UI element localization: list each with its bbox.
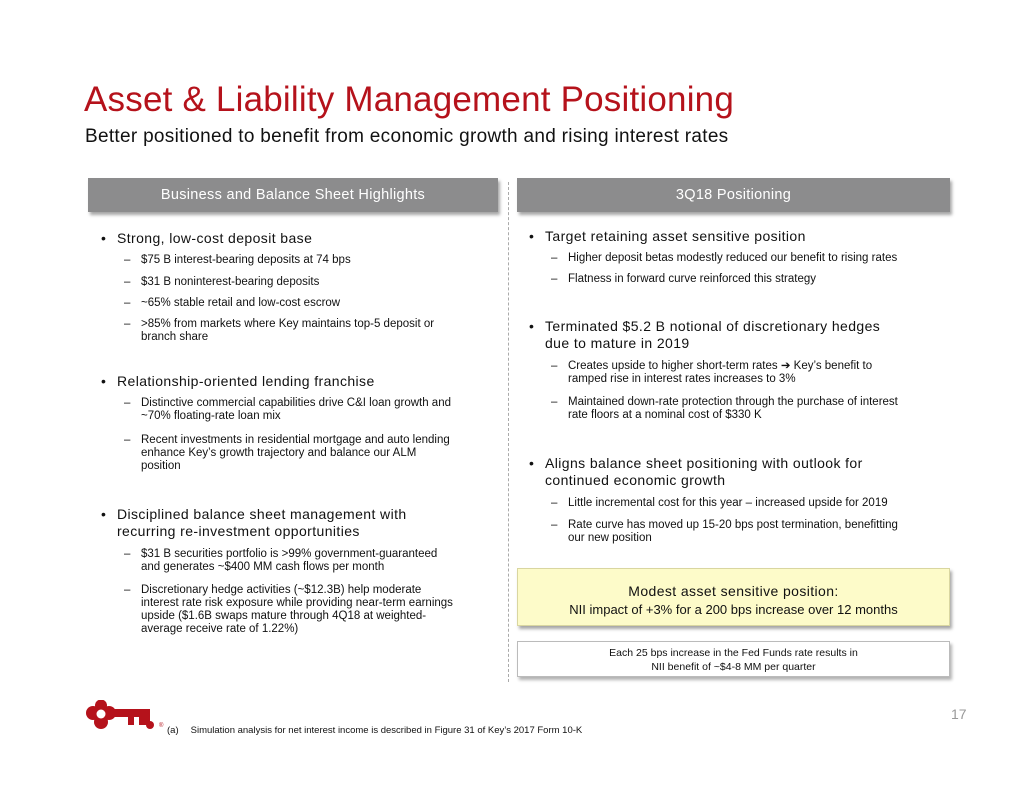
svg-text:®: ®	[159, 723, 164, 729]
page-subtitle: Better positioned to benefit from economic growth and rising interest rates	[85, 126, 729, 147]
sub-bullet: – $31 B noninterest-bearing deposits	[124, 276, 320, 288]
bullet-asset-sensitive: • Target retaining asset sensitive position	[529, 228, 806, 244]
sub-bullet: – Little incremental cost for this year – increased upside for 2019	[551, 497, 888, 509]
fed-funds-note-box	[517, 641, 950, 677]
left-column-heading-text: Business and Balance Sheet Highlights	[160, 187, 426, 203]
sub-bullet: – Maintained down-rate protection through the purchase of interest rate floors at a nominal cost of $330 K	[551, 396, 898, 421]
bullet-aligns-positioning: • Aligns balance sheet positioning with outlook for continued economic growth	[529, 455, 863, 488]
sub-bullet: – ~65% stable retail and low-cost escrow	[124, 297, 341, 309]
sub-bullet: – Recent investments in residential mortgage and auto lending enhance Key’s growth trajectory and balance our ALM position	[124, 434, 450, 472]
sub-bullet: – Rate curve has moved up 15-20 bps post termination, benefitting our new position	[551, 519, 898, 544]
right-column-header	[517, 178, 950, 212]
footnote-marker: (a)	[167, 725, 179, 736]
sub-bullet: – $75 B interest-bearing deposits at 74 bps	[124, 254, 351, 266]
page-title: Asset & Liability Management Positioning	[84, 80, 735, 119]
bullet-terminated-hedges: • Terminated $5.2 B notional of discretionary hedges due to mature in 2019	[529, 318, 881, 351]
note-line-2: NII benefit of ~$4-8 MM per quarter	[651, 661, 816, 673]
bullet-lending-franchise: • Relationship-oriented lending franchise	[101, 373, 375, 389]
callout-heading: Modest asset sensitive position:	[628, 583, 839, 599]
callout-text: NII impact of +3% for a 200 bps increase over 12 months	[569, 602, 898, 617]
key-logo-icon	[84, 700, 166, 734]
sub-bullet: – >85% from markets where Key maintains top-5 deposit or branch share	[124, 318, 435, 343]
bullet-deposit-base: • Strong, low-cost deposit base	[101, 230, 313, 246]
footnote-text: Simulation analysis for net interest income is described in Figure 31 of Key’s 2017 Form 10-K	[190, 725, 583, 736]
left-column-header	[88, 178, 498, 212]
nii-impact-callout	[517, 568, 950, 626]
column-divider	[508, 182, 509, 682]
page-number: 17	[951, 706, 967, 722]
bullet-balance-sheet-management: • Disciplined balance sheet management with recurring re-investment opportunities	[101, 506, 407, 539]
right-column-heading-text: 3Q18 Positioning	[675, 187, 792, 203]
footnote	[167, 725, 582, 736]
bullet-glyph: •	[101, 230, 107, 246]
sub-bullet: – Higher deposit betas modestly reduced our benefit to rising rates	[551, 252, 898, 264]
sub-bullet: – Flatness in forward curve reinforced this strategy	[551, 273, 816, 285]
sub-bullet: – $31 B securities portfolio is >99% government-guaranteed and generates ~$400 MM cash flows per month	[124, 548, 438, 573]
sub-bullet: – Discretionary hedge activities (~$12.3B) help moderate interest rate risk exposure while providing near-term earnings upside ($1.6B swaps mature through 4Q18 at weighted- average receive rate of 1.22%)	[124, 584, 453, 635]
sub-bullet: – Creates upside to higher short-term rates ➔ Key’s benefit to ramped rise in interest rates increases to 3%	[551, 360, 873, 385]
note-line-1: Each 25 bps increase in the Fed Funds rate results in	[609, 647, 858, 659]
sub-bullet: – Distinctive commercial capabilities drive C&I loan growth and ~70% floating-rate loan mix	[124, 397, 451, 422]
